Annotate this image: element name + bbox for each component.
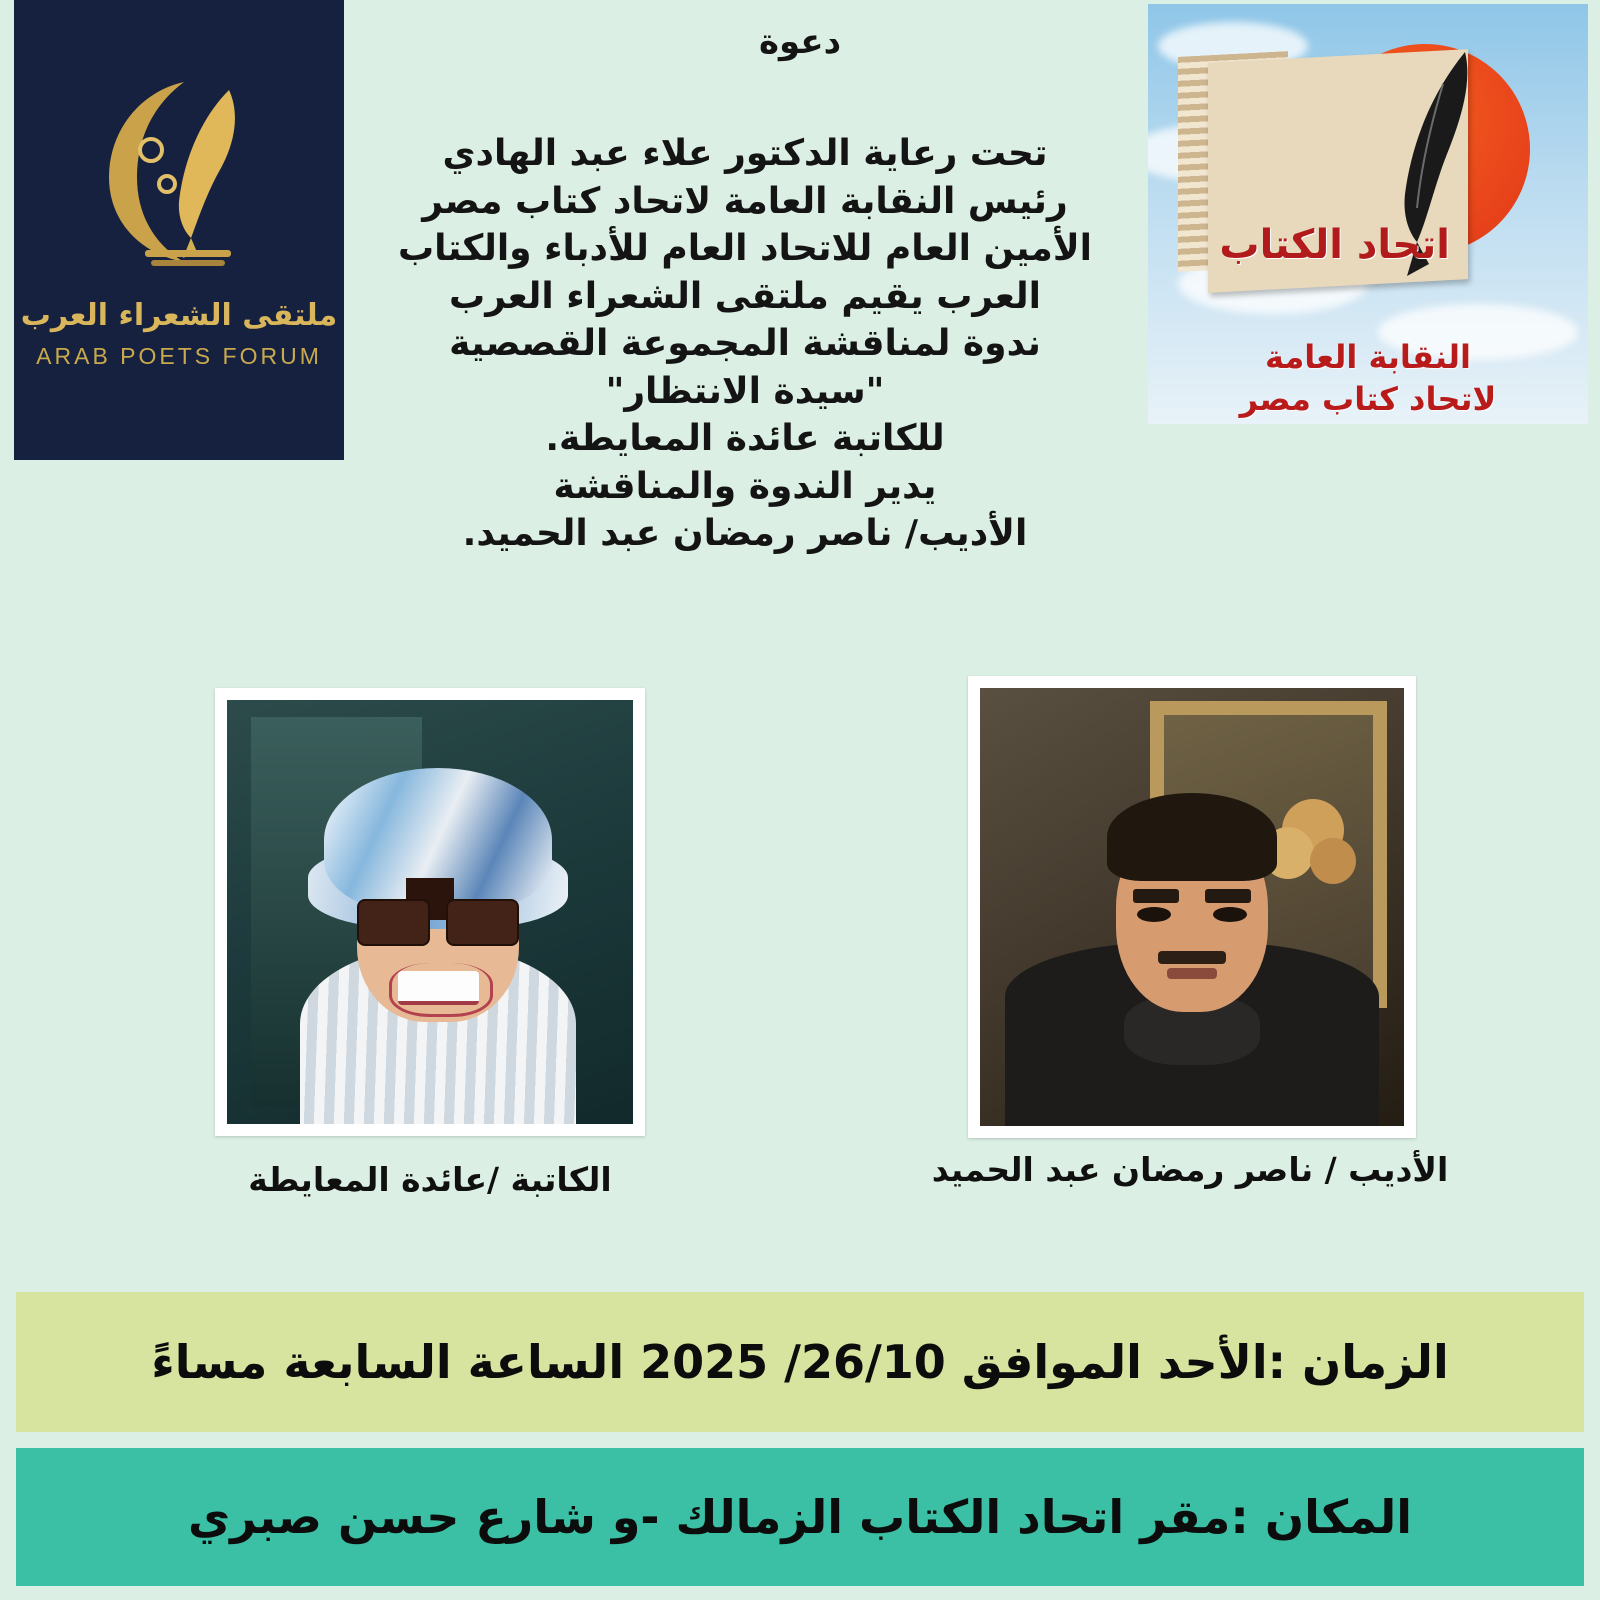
photo-teeth [398,971,479,1005]
photo-eye-left [1137,907,1171,922]
event-place-bar: المكان :مقر اتحاد الكتاب الزمالك -و شارع حسن صبري [16,1448,1584,1586]
union-line-1: النقابة العامة [1265,338,1471,376]
body-line: للكاتبة عائدة المعايطة. [545,418,945,460]
author-photo-woman [215,688,645,1136]
book-title-line: "سيدة الانتظار" [605,370,885,412]
union-line-2: لاتحاد كتاب مصر [1239,380,1497,418]
body-line: تحت رعاية الدكتور علاء عبد الهادي [442,133,1048,174]
body-line: الأديب/ ناصر رمضان عبد الحميد. [462,513,1028,555]
quill-and-book-icon [79,72,279,282]
invitation-body [345,130,1145,558]
photo-lens-left [357,899,430,946]
caption-man: الأديب / ناصر رمضان عبد الحميد [931,1150,1449,1189]
author-photo-man [968,676,1416,1138]
union-wordmark: اتحاد الكتاب [1219,222,1450,268]
event-time-bar: الزمان :الأحد الموافق 26/10/ 2025 الساعة السابعة مساءً [16,1292,1584,1432]
invitation-heading: دعوة [758,22,842,62]
photo-moustache [1158,951,1226,964]
photo-eye-right [1213,907,1247,922]
photo-eyebrow-left [1133,889,1180,902]
caption-woman: الكاتبة /عائدة المعايطة [248,1160,612,1199]
arab-poets-forum-logo [14,0,344,460]
photo-eyebrow-right [1205,889,1252,902]
photo-hair [1107,793,1277,881]
body-line: رئيس النقابة العامة لاتحاد كتاب مصر [422,180,1068,222]
forum-title-en: ARAB POETS FORUM [36,343,322,369]
photo-mouth [1167,968,1218,979]
photo-sunglasses [357,899,519,946]
body-line: الأمين العام للاتحاد العام للأدباء والكتاب [398,228,1092,270]
photo-inner [227,700,633,1124]
forum-title-ar: ملتقى الشعراء العرب [20,298,338,333]
photo-lens-right [446,899,519,946]
photo-inner [980,688,1404,1126]
egyptian-writers-union-logo [1148,4,1588,424]
painting-detail [1310,838,1356,884]
body-line: العرب يقيم ملتقى الشعراء العرب [449,275,1041,317]
body-line: يدير الندوة والمناقشة [553,465,937,507]
body-line: ندوة لمناقشة المجموعة القصصية [449,323,1041,365]
